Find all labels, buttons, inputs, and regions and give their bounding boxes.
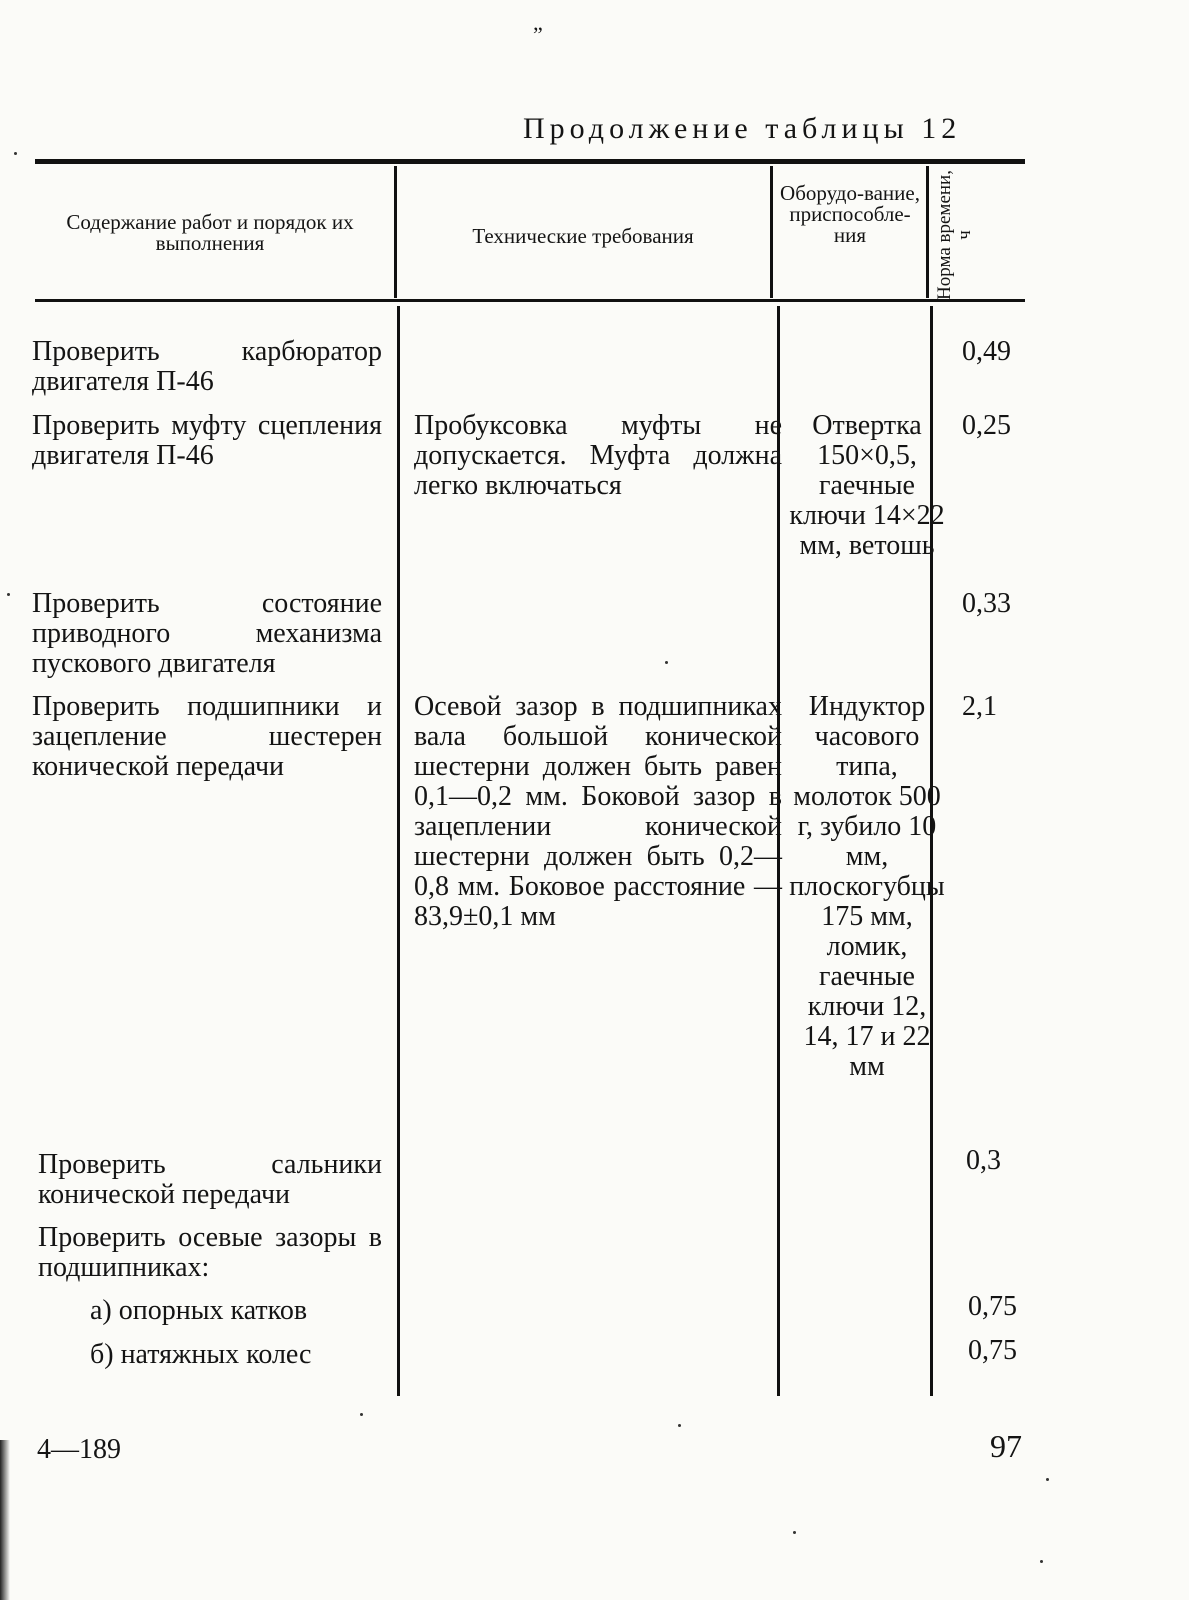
header-separator-2: [770, 166, 773, 298]
scan-speck: [360, 1413, 363, 1416]
page-number: 97: [990, 1428, 1022, 1464]
row-8-norm: 0,75: [968, 1335, 1017, 1366]
table-caption: Продолжение таблицы 12: [523, 112, 962, 145]
scan-speck: [665, 661, 668, 664]
scan-speck: [793, 1531, 796, 1534]
row-5-work: Проверить сальники конической передачи: [38, 1149, 382, 1210]
scan-speck: [14, 152, 17, 155]
row-4-norm: 2,1: [962, 691, 997, 722]
row-7-work: а) опорных катков: [90, 1295, 308, 1326]
row-6-work: Проверить осевые зазоры в подшипниках:: [38, 1222, 382, 1283]
header-separator-3: [926, 166, 929, 298]
scan-speck: [7, 593, 10, 596]
column-header-equipment: Оборудо-вание, приспособле-ния: [780, 181, 920, 247]
row-2-equipment: Отвертка 150×0,5, гаечные ключи 14×22 мм, ветошь: [789, 410, 945, 561]
row-2-norm: 0,25: [962, 410, 1011, 441]
header-mark: ”: [533, 22, 543, 47]
row-1-work: Проверить карбюратор двигателя П-46: [32, 336, 382, 397]
row-8-work: б) натяжных колес: [90, 1339, 312, 1370]
row-5-norm: 0,3: [966, 1145, 1001, 1176]
column-header-requirements: Технические требования: [472, 224, 694, 248]
column-header-work: Содержание работ и порядок их выполнения: [66, 210, 354, 255]
row-7-norm: 0,75: [968, 1291, 1017, 1322]
row-2-work: Проверить муфту сцепления двигателя П-46: [32, 410, 382, 471]
table-header-rule: [35, 299, 1025, 302]
row-4-requirements: Осевой зазор в подшипниках вала большой конической шестерни должен быть равен 0,1—0,2 мм. Боковой зазор в зацеплении конической шестерни должен быть 0,2—0,8 мм. Боковое расстояние — 83,9±0,1 мм: [414, 691, 782, 932]
row-3-work: Проверить состояние приводного механизма пускового двигателя: [32, 588, 382, 679]
scan-speck: [1046, 1478, 1049, 1481]
table-top-rule: [35, 159, 1025, 164]
row-1-norm: 0,49: [962, 336, 1011, 367]
scan-speck: [678, 1424, 681, 1427]
row-2-requirements: Пробуксовка муфты не допускается. Муфта должна легко включаться: [414, 410, 782, 501]
body-separator-1: [397, 306, 400, 1396]
scan-edge-shadow: [0, 1440, 10, 1600]
column-header-norm: Норма времени, ч: [934, 170, 975, 300]
row-4-work: Проверить подшипники и зацепление шестерен конической передачи: [32, 691, 382, 782]
scan-speck: [1040, 1560, 1043, 1563]
row-3-norm: 0,33: [962, 588, 1011, 619]
printer-signature: 4—189: [37, 1434, 121, 1465]
row-4-equipment: Индуктор часового типа, молоток 500 г, зубило 10 мм, плоскогубцы 175 мм, ломик, гаечные ключи 12, 14, 17 и 22 мм: [789, 691, 945, 1082]
header-separator-1: [394, 166, 397, 298]
